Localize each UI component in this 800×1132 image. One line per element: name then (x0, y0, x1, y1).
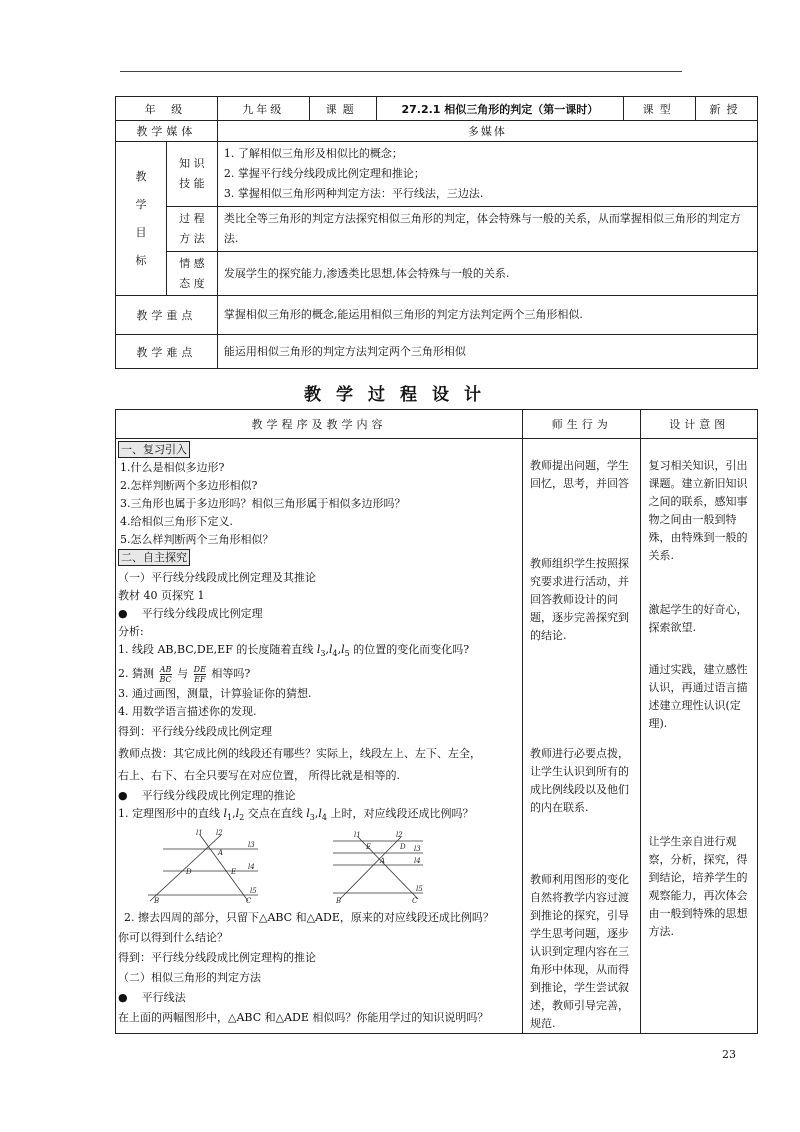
intent-cell (641, 439, 758, 1034)
fig-label: l4 (248, 863, 255, 872)
action-note: 教师进行必要点拨，让学生认识到所有的成比例线段以及他们的内在联系. (529, 747, 629, 814)
question-6b: 你可以得到什么结论？ (118, 931, 228, 945)
question-3: 3. 通过画图，测量，计算验证你的猜想. (118, 687, 312, 701)
fig-label: l4 (414, 857, 421, 866)
key-label: 教学重点 (116, 296, 218, 335)
fig-label: l5 (250, 887, 257, 896)
goals-label: 教 学 目 标 (116, 142, 167, 296)
section-title: 教学过程设计 (304, 385, 496, 405)
fig-label: A (218, 849, 224, 858)
fig-label: l5 (416, 885, 423, 894)
figures (118, 827, 520, 909)
fig-label: B (154, 897, 160, 906)
list-item: 5.怎么样判断两个三角形相似？ (120, 533, 274, 546)
process-text: 类比全等三角形的判定方法探究相似三角形的判定，体会特殊与一般的关系，从而掌握相似三角形的判定方法. (217, 207, 757, 252)
bullet-item: ● 平行线分线段成比例定理的推论 (118, 789, 296, 803)
intent-note: 激起学生的好奇心，探索欲望. (648, 603, 748, 634)
emotion-text: 发展学生的探究能力,渗透类比思想,体会特殊与一般的关系. (217, 252, 757, 296)
fig-label: B (336, 897, 342, 906)
type-value: 新授 (696, 97, 758, 121)
fig-label: E (231, 868, 237, 877)
media-label: 教学媒体 (116, 121, 218, 142)
list-item: 4.给相似三角形下定义. (120, 515, 233, 528)
media-value: 多媒体 (217, 121, 757, 142)
bullet-item: ● 平行线分线段成比例定理 (118, 607, 263, 620)
difficulty-label: 教学难点 (116, 335, 218, 369)
fig-label: l1 (354, 831, 361, 840)
action-note: 教师组织学生按照探究要求进行活动，并回答教师设计的问题，逐步完善探究到的结论. (529, 557, 629, 642)
page-number: 23 (722, 1048, 736, 1061)
question-5: 1. 定理图形中的直线 $l_1,l_2$ 交点在直线 $l_3,l_4$ 上时，对应线段还成比例吗？ (118, 807, 474, 823)
content-cell (116, 439, 523, 1034)
key-text: 掌握相似三角形的概念,能运用相似三角形的判定方法判定两个三角形相似. (217, 296, 757, 335)
fig-label: E (366, 843, 372, 852)
fig-label: l2 (396, 831, 403, 840)
list-item: 2.怎样判断两个多边形相似? (120, 479, 258, 492)
question-1: 1. 线段 AB,BC,DE,EF 的长度随着直线 $l_3,l_4,l_5$ 的位置的变化而变化吗? (118, 643, 470, 659)
analysis-label: 分析: (118, 625, 144, 638)
process-label: 过 程 方 法 (166, 207, 217, 252)
review-heading: 一、复习引入 (118, 441, 190, 458)
fig-label: l3 (414, 845, 421, 854)
intent-note: 通过实践，建立感性认识，再通过语言描述建立理性认识(定理). (648, 663, 748, 730)
knowledge-items: 1. 了解相似三角形及相似比的概念； 2. 掌握平行线分线段成比例定理和推论； 3. 掌握相似三角形两种判定方法：平行线法，三边法. (217, 142, 757, 207)
bullet-item: ● 平行线法 (118, 991, 186, 1005)
question-4: 4. 用数学语言描述你的发现. (118, 705, 257, 719)
list-item: 1.什么是相似多边形? (120, 461, 225, 474)
col-header-intent: 设计意图 (641, 410, 758, 439)
fig-label: D (186, 868, 192, 877)
teacher-hint-2: 右上、右下、右全只要写在对应位置， 所得比就是相等的. (118, 769, 400, 783)
difficulty-text: 能运用相似三角形的判定方法判定两个三角形相似 (217, 335, 757, 369)
sub-heading-1: （一）平行线分线段成比例定理及其推论 (118, 571, 316, 584)
emotion-label: 情 感 态 度 (166, 252, 217, 296)
explore-heading: 二、自主探究 (118, 549, 190, 566)
type-label: 课型 (624, 97, 696, 121)
fig-label: C (412, 897, 418, 906)
grade-value: 九年级 (217, 97, 309, 121)
sub-heading-2: （二）相似三角形的判定方法 (118, 971, 261, 985)
result-1: 得到：平行线分线段成比例定理 (118, 725, 272, 739)
fig-label: l1 (196, 829, 203, 838)
fig-label: A (380, 857, 386, 866)
actions-cell (522, 439, 641, 1034)
lesson-info-table (115, 96, 758, 369)
question-6: 2. 擦去四周的部分，只留下△ABC 和△ADE，原来的对应线段还成比例吗？ (124, 911, 494, 925)
intent-note: 复习相关知识，引出课题。建立新旧知识之间的联系，感知事物之间由一般到特殊，由特殊到一般的关系. (648, 459, 748, 562)
col-header-actions: 师生行为 (522, 410, 641, 439)
teaching-process-table (115, 409, 758, 1034)
textbook-ref: 教材 40 页探究 1 (118, 589, 205, 602)
topic-label: 课题 (309, 97, 376, 121)
question-2: 2. 猜测 $\frac{AB}{BC}$ 与 $\frac{DE}{EF}$ 相等吗? (118, 664, 251, 684)
topic-value: 27.2.1 相似三角形的判定（第一课时） (376, 97, 624, 121)
header-rule (120, 71, 682, 72)
parallel-lines-figure (118, 827, 518, 909)
result-2: 得到：平行线分线段成比例定理构的推论 (118, 951, 316, 965)
teacher-hint-1: 教师点拨：其它成比例的线段还有哪些？实际上，线段左上、左下、左全， (118, 747, 481, 761)
fig-label: l2 (216, 829, 223, 838)
col-header-content: 教学程序及教学内容 (116, 410, 523, 439)
action-note: 教师提出问题，学生回忆，思考，并回答 (529, 459, 629, 490)
list-item: 3.三角形也属于多边形吗？相似三角形属于相似多边形吗？ (120, 497, 406, 510)
fig-label: l3 (248, 841, 255, 850)
knowledge-label: 知 识 技 能 (166, 142, 217, 207)
fig-label: D (400, 843, 406, 852)
fig-label: C (246, 897, 252, 906)
grade-label: 年 级 (116, 97, 218, 121)
question-7: 在上面的两幅图形中，△ABC 和△ADE 相似吗？你能用学过的知识说明吗？ (118, 1011, 489, 1025)
action-note: 教师利用图形的变化自然将教学内容过渡到推论的探究，引导学生思考问题，逐步认识到定理内容在三角形中体现，从而得到推论，学生尝试叙述，教师引导完善，规范. (529, 873, 629, 1030)
intent-note: 让学生亲自进行观察，分析，探究，得到结论，培养学生的观察能力，再次体会由一般到特殊的思想方法. (648, 835, 748, 938)
